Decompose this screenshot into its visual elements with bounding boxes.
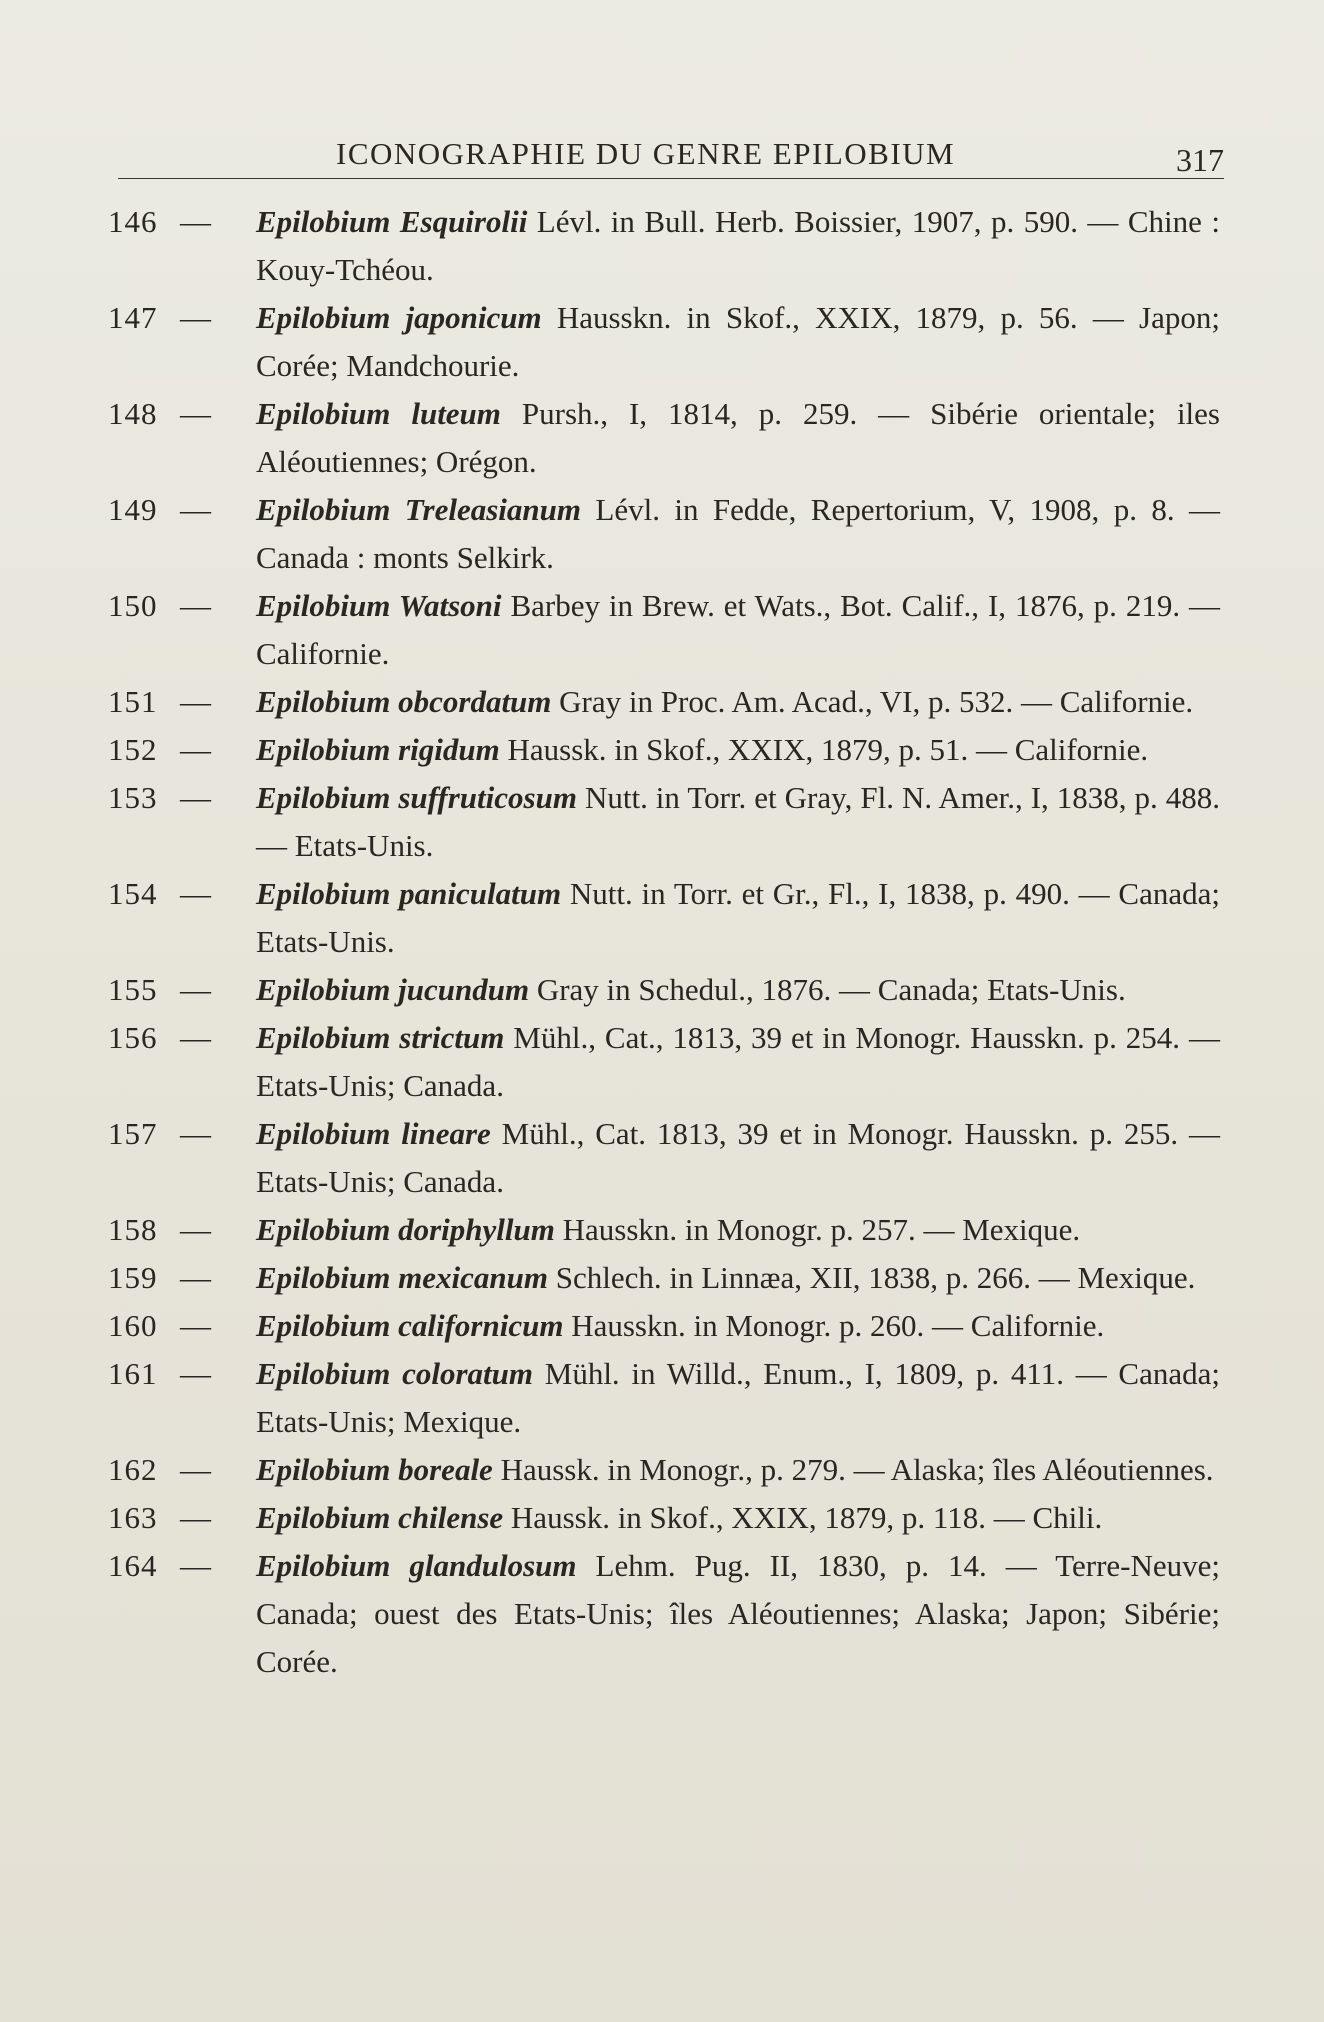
citation: Hausskn. in Monogr. p. 257. — Mexique. <box>554 1212 1081 1247</box>
entry-number: 149 <box>108 492 158 527</box>
entry-dash: — <box>180 396 211 431</box>
entry-number: 148 <box>108 396 158 431</box>
running-title: ICONOGRAPHIE DU GENRE EPILOBIUM <box>336 136 956 171</box>
citation: Hausskn. in Monogr. p. 260. — Californie. <box>563 1308 1105 1343</box>
page-header <box>118 128 1224 188</box>
species-entry <box>108 1302 1220 1350</box>
species-entry <box>108 582 1220 678</box>
species-name: Epilobium coloratum <box>256 1356 534 1391</box>
species-entry <box>108 678 1220 726</box>
entry-dash: — <box>180 732 211 767</box>
citation: Haussk. in Skof., XXIX, 1879, p. 118. — Chili. <box>503 1500 1103 1535</box>
species-name: Epilobium Treleasianum <box>256 492 582 527</box>
entry-dash: — <box>180 1308 211 1343</box>
entry-number: 158 <box>108 1212 158 1247</box>
entry-number: 151 <box>108 684 158 719</box>
citation: Nutt. in Torr. et Gr., Fl., I, 1838, p. 490. — Canada; Etats-Unis. <box>256 876 1220 959</box>
species-name: Epilobium japonicum <box>256 300 542 335</box>
entry-dash: — <box>180 588 211 623</box>
entry-dash: — <box>180 1260 211 1295</box>
species-name: Epilobium luteum <box>256 396 501 431</box>
species-name: Epilobium chilense <box>256 1500 504 1535</box>
species-entry <box>108 1350 1220 1446</box>
entry-number: 160 <box>108 1308 158 1343</box>
entry-text <box>256 1254 1220 1302</box>
species-entry <box>108 1110 1220 1206</box>
species-entry <box>108 486 1220 582</box>
species-name: Epilobium suffruticosum <box>256 780 577 815</box>
entry-number: 156 <box>108 1020 158 1055</box>
entry-dash: — <box>180 1212 211 1247</box>
species-name: Epilobium lineare <box>256 1116 491 1151</box>
species-entry <box>108 1254 1220 1302</box>
entry-text <box>256 1110 1220 1206</box>
entry-dash: — <box>180 1452 211 1487</box>
species-list <box>108 198 1220 1686</box>
entry-dash: — <box>180 1020 211 1055</box>
citation: Schlech. in Linnæa, XII, 1838, p. 266. — Mexique. <box>547 1260 1196 1295</box>
entry-text <box>256 1206 1220 1254</box>
entry-text <box>256 678 1220 726</box>
entry-number: 161 <box>108 1356 158 1391</box>
species-name: Epilobium Esquirolii <box>256 204 528 239</box>
entry-dash: — <box>180 684 211 719</box>
entry-number: 152 <box>108 732 158 767</box>
species-name: Epilobium glandulosum <box>256 1548 577 1583</box>
entry-number: 154 <box>108 876 158 911</box>
citation: Haussk. in Monogr., p. 279. — Alaska; îles Aléoutiennes. <box>492 1452 1214 1487</box>
entry-text <box>256 1302 1220 1350</box>
species-entry <box>108 1494 1220 1542</box>
entry-number: 146 <box>108 204 158 239</box>
entry-number: 163 <box>108 1500 158 1535</box>
species-name: Epilobium paniculatum <box>256 876 562 911</box>
citation: Hausskn. in Skof., XXIX, 1879, p. 56. — Japon; Corée; Mandchourie. <box>256 300 1220 383</box>
species-entry <box>108 294 1220 390</box>
entry-text <box>256 582 1220 678</box>
entry-text <box>256 198 1220 294</box>
entry-text <box>256 294 1220 390</box>
entry-dash: — <box>180 1548 211 1583</box>
entry-dash: — <box>180 780 211 815</box>
species-name: Epilobium strictum <box>256 1020 505 1055</box>
entry-text <box>256 390 1220 486</box>
entry-dash: — <box>180 204 211 239</box>
citation: Mühl., Cat., 1813, 39 et in Monogr. Hausskn. p. 254. — Etats-Unis; Canada. <box>256 1020 1220 1103</box>
entry-dash: — <box>180 1356 211 1391</box>
entry-text <box>256 870 1220 966</box>
entry-number: 155 <box>108 972 158 1007</box>
entry-number: 150 <box>108 588 158 623</box>
entry-text <box>256 486 1220 582</box>
citation: Pursh., I, 1814, p. 259. — Sibérie orientale; iles Aléoutiennes; Orégon. <box>256 396 1220 479</box>
entry-dash: — <box>180 492 211 527</box>
entry-text <box>256 1350 1220 1446</box>
species-name: Epilobium mexicanum <box>256 1260 548 1295</box>
species-name: Epilobium obcordatum <box>256 684 552 719</box>
entry-number: 164 <box>108 1548 158 1583</box>
species-entry <box>108 870 1220 966</box>
entry-number: 157 <box>108 1116 158 1151</box>
entry-dash: — <box>180 972 211 1007</box>
entry-text <box>256 1446 1220 1494</box>
species-entry <box>108 1446 1220 1494</box>
citation: Lehm. Pug. II, 1830, p. 14. — Terre-Neuve; Canada; ouest des Etats-Unis; îles Aléoutiennes; Alaska; Japon; Sibérie; Corée. <box>256 1548 1220 1679</box>
entry-number: 147 <box>108 300 158 335</box>
entry-dash: — <box>180 300 211 335</box>
species-entry <box>108 1542 1220 1686</box>
species-entry <box>108 198 1220 294</box>
entry-dash: — <box>180 1500 211 1535</box>
citation: Nutt. in Torr. et Gray, Fl. N. Amer., I, 1838, p. 488. — Etats-Unis. <box>256 780 1221 863</box>
species-name: Epilobium jucundum <box>256 972 530 1007</box>
entry-text <box>256 1494 1220 1542</box>
species-name: Epilobium boreale <box>256 1452 493 1487</box>
species-name: Epilobium californicum <box>256 1308 564 1343</box>
entry-number: 153 <box>108 780 158 815</box>
entry-text <box>256 1014 1220 1110</box>
entry-text <box>256 774 1220 870</box>
citation: Lévl. in Fedde, Repertorium, V, 1908, p. 8. — Canada : monts Selkirk. <box>256 492 1220 575</box>
citation: Lévl. in Bull. Herb. Boissier, 1907, p. 590. — Chine : Kouy-Tchéou. <box>256 204 1220 287</box>
citation: Mühl., Cat. 1813, 39 et in Monogr. Hausskn. p. 255. — Etats-Unis; Canada. <box>256 1116 1220 1199</box>
species-name: Epilobium Watsoni <box>256 588 502 623</box>
citation: Haussk. in Skof., XXIX, 1879, p. 51. — Californie. <box>499 732 1149 767</box>
entry-text <box>256 966 1220 1014</box>
species-entry <box>108 726 1220 774</box>
species-entry <box>108 774 1220 870</box>
citation: Mühl. in Willd., Enum., I, 1809, p. 411. — Canada; Etats-Unis; Mexique. <box>256 1356 1220 1439</box>
citation: Gray in Schedul., 1876. — Canada; Etats-Unis. <box>529 972 1126 1007</box>
page-number: 317 <box>1176 142 1224 178</box>
entry-number: 159 <box>108 1260 158 1295</box>
species-name: Epilobium doriphyllum <box>256 1212 555 1247</box>
species-entry <box>108 966 1220 1014</box>
citation: Barbey in Brew. et Wats., Bot. Calif., I, 1876, p. 219. — Californie. <box>256 588 1220 671</box>
entry-dash: — <box>180 876 211 911</box>
species-entry <box>108 1206 1220 1254</box>
header-rule <box>118 178 1224 179</box>
species-name: Epilobium rigidum <box>256 732 500 767</box>
entry-text <box>256 1542 1220 1686</box>
species-entry <box>108 1014 1220 1110</box>
entry-dash: — <box>180 1116 211 1151</box>
citation: Gray in Proc. Am. Acad., VI, p. 532. — Californie. <box>551 684 1194 719</box>
entry-text <box>256 726 1220 774</box>
species-entry <box>108 390 1220 486</box>
entry-number: 162 <box>108 1452 158 1487</box>
